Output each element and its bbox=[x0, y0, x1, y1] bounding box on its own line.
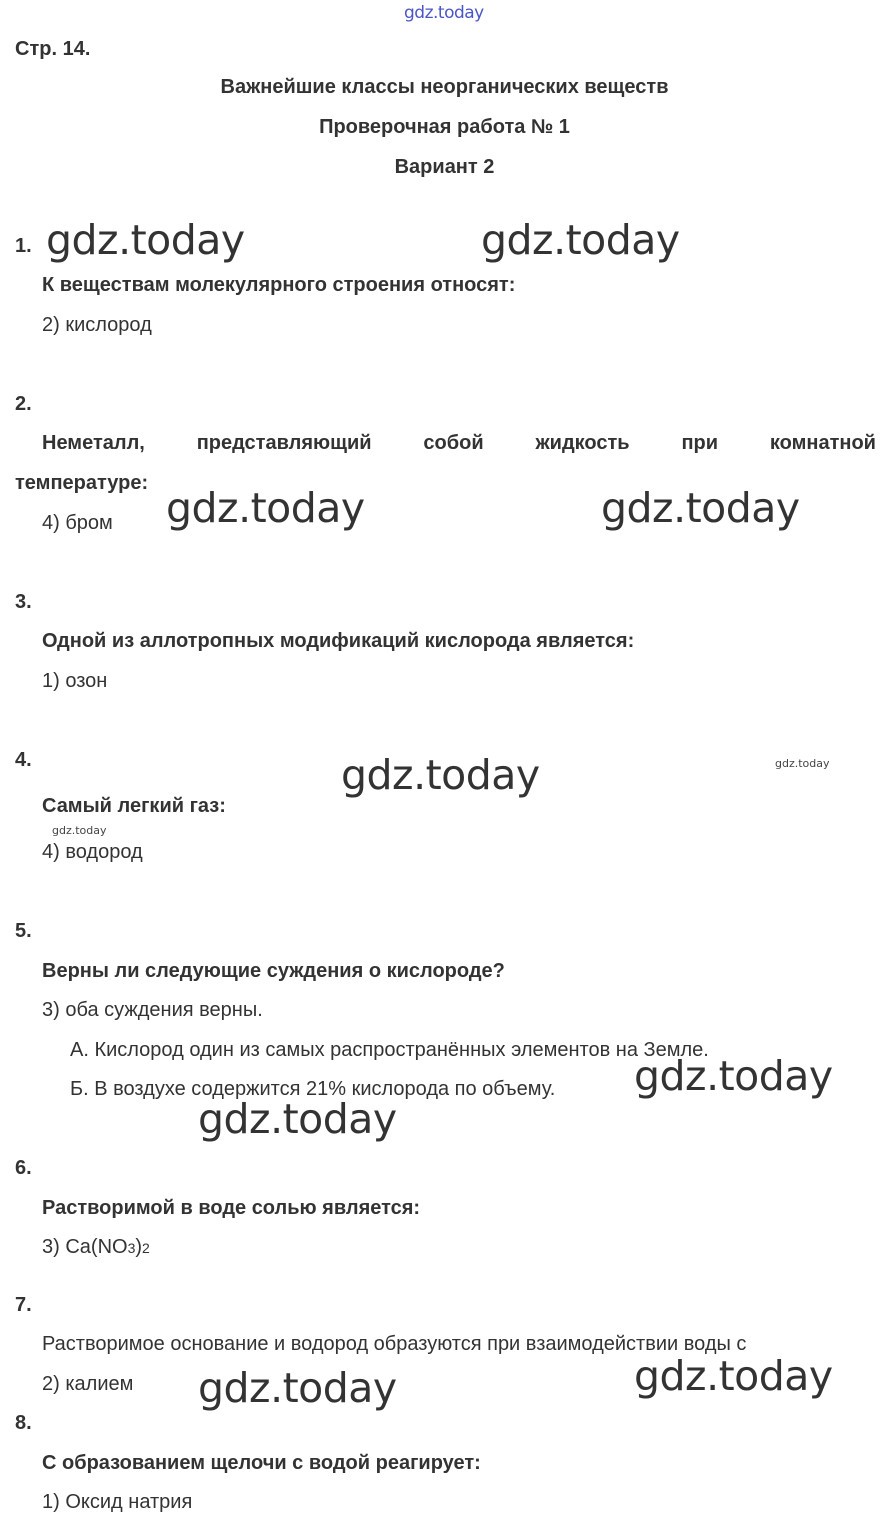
answer-text: 4) бром bbox=[42, 512, 113, 534]
word: комнатной bbox=[769, 432, 876, 454]
question-number: 7. bbox=[15, 1294, 32, 1316]
word: представляющий bbox=[196, 432, 372, 454]
question-text-line bbox=[42, 432, 876, 455]
question-number: 6. bbox=[15, 1157, 32, 1179]
formula-subscript: 2 bbox=[142, 1240, 150, 1256]
watermark-top: gdz.today bbox=[404, 3, 484, 23]
word: Неметалл, bbox=[42, 432, 145, 454]
formula-subscript: 3 bbox=[127, 1240, 136, 1256]
answer-text: 1) Оксид натрия bbox=[42, 1491, 193, 1513]
answer-text: 4) водород bbox=[42, 841, 143, 863]
watermark: gdz.today bbox=[481, 216, 680, 264]
question-number: 2. bbox=[15, 393, 32, 415]
question-text-line: температуре: bbox=[15, 472, 149, 494]
answer-text bbox=[42, 1236, 150, 1259]
variant-label: Вариант 2 bbox=[394, 156, 495, 178]
watermark: gdz.today bbox=[341, 751, 540, 799]
watermark: gdz.today bbox=[166, 484, 365, 532]
answer-text: 2) калием bbox=[42, 1373, 134, 1395]
question-number: 8. bbox=[15, 1412, 32, 1434]
watermark: gdz.today bbox=[601, 484, 800, 532]
page-subtitle: Проверочная работа № 1 bbox=[319, 116, 570, 138]
page-title: Важнейшие классы неорганических веществ bbox=[220, 76, 669, 98]
watermark: gdz.today bbox=[634, 1052, 833, 1100]
formula-part: ) bbox=[135, 1236, 143, 1258]
page-label: Стр. 14. bbox=[15, 38, 91, 60]
statement: А. Кислород один из самых распространённых элементов на Земле. bbox=[70, 1039, 709, 1061]
word: при bbox=[681, 432, 719, 454]
watermark: gdz.today bbox=[46, 216, 245, 264]
word: собой bbox=[423, 432, 484, 454]
formula-part: 3) Ca(NO bbox=[42, 1236, 128, 1258]
statement: Б. В воздухе содержится 21% кислорода по объему. bbox=[70, 1078, 556, 1100]
question-text: К веществам молекулярного строения относят: bbox=[42, 274, 516, 296]
question-text: С образованием щелочи с водой реагирует: bbox=[42, 1452, 481, 1474]
question-text: Верны ли следующие суждения о кислороде? bbox=[42, 960, 505, 982]
word: жидкость bbox=[535, 432, 630, 454]
question-number: 4. bbox=[15, 749, 32, 771]
question-number: 5. bbox=[15, 920, 32, 942]
answer-text: 3) оба суждения верны. bbox=[42, 999, 263, 1021]
question-text: Самый легкий газ: bbox=[42, 795, 226, 817]
answer-text: 1) озон bbox=[42, 670, 108, 692]
question-number: 3. bbox=[15, 591, 32, 613]
watermark-small: gdz.today bbox=[52, 824, 107, 837]
question-number: 1. bbox=[15, 235, 32, 257]
watermark: gdz.today bbox=[634, 1352, 833, 1400]
watermark: gdz.today bbox=[198, 1095, 397, 1143]
watermark-small: gdz.today bbox=[775, 757, 830, 770]
answer-text: 2) кислород bbox=[42, 314, 152, 336]
question-text: Растворимое основание и водород образуются при взаимодействии воды с bbox=[42, 1333, 747, 1355]
question-text: Растворимой в воде солью является: bbox=[42, 1197, 421, 1219]
question-text: Одной из аллотропных модификаций кислорода является: bbox=[42, 630, 635, 652]
watermark: gdz.today bbox=[198, 1364, 397, 1412]
